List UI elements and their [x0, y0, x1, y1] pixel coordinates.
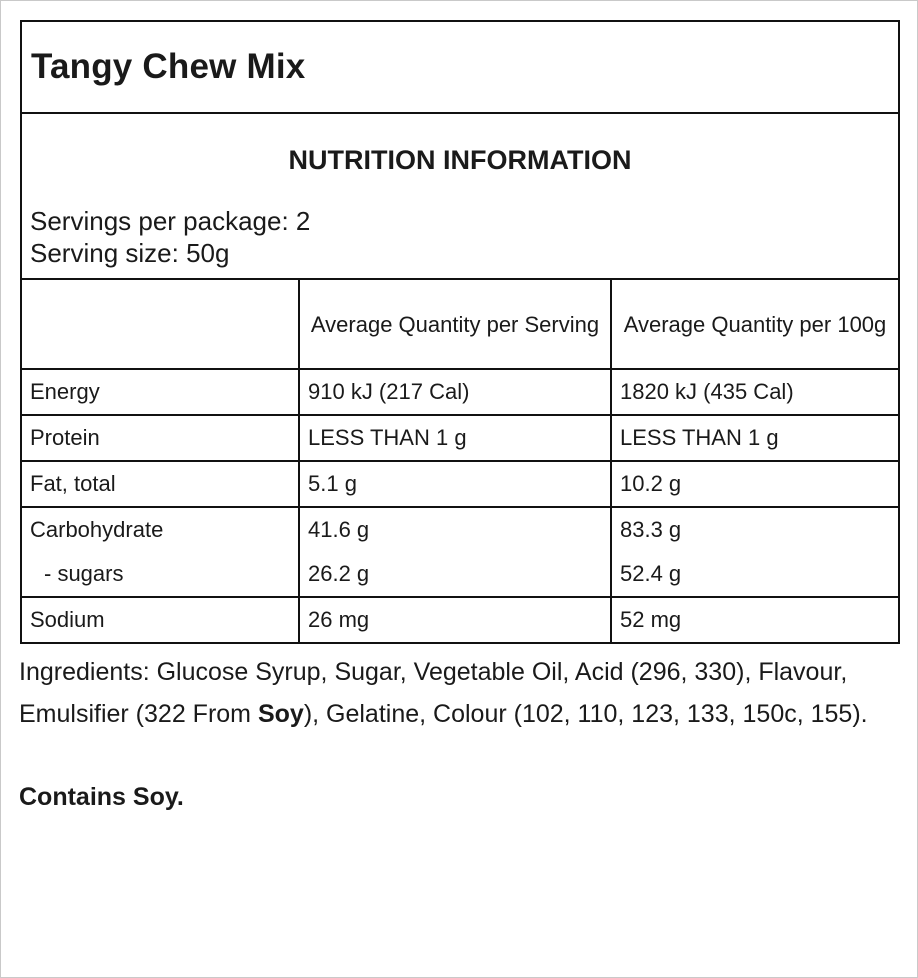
header-per-serving: Average Quantity per Serving — [299, 280, 611, 369]
per-serving-value: 910 kJ (217 Cal) — [299, 369, 611, 415]
nutrient-name: Protein — [22, 415, 299, 461]
per-serving-group — [299, 507, 611, 597]
per-serving-value: 26 mg — [299, 597, 611, 642]
nutrient-name: Fat, total — [22, 461, 299, 507]
allergen-statement: Contains Soy. — [19, 783, 184, 811]
per-serving-value: 5.1 g — [299, 461, 611, 507]
table-row — [22, 461, 898, 507]
allergen-highlight: Soy — [257, 700, 304, 728]
product-title: Tangy Chew Mix — [31, 47, 306, 86]
ingredients-text — [19, 651, 889, 735]
per-serving-value: LESS THAN 1 g — [299, 415, 611, 461]
nutrient-name: Sodium — [30, 607, 105, 632]
nutrition-panel — [20, 20, 900, 644]
serving-size: Serving size: 50g — [30, 238, 230, 268]
per-100g-value: 1820 kJ (435 Cal) — [611, 369, 898, 415]
nutrition-table — [22, 280, 898, 642]
per-100g-value: LESS THAN 1 g — [611, 415, 898, 461]
per-100g-value: 83.3 g — [620, 517, 682, 542]
table-row — [22, 597, 898, 642]
ingredients-part: Ingredients: Glucose Syrup, Sugar, Vegetable Oil, Acid (296, 330), Flavour, Emulsifier (322 From — [19, 658, 848, 728]
nutrient-name-group — [22, 507, 299, 597]
per-100g-value: 52.4 g — [620, 561, 682, 586]
table-header-row — [22, 280, 898, 369]
ingredients-part: ), Gelatine, Colour (102, 110, 123, 133, 150c, 155). — [303, 700, 868, 728]
nutrient-name: Carbohydrate — [30, 517, 164, 542]
nutrient-name: Energy — [22, 369, 299, 415]
nutrition-info-block — [22, 114, 898, 280]
table-row — [22, 415, 898, 461]
title-row — [22, 22, 898, 114]
nutrition-heading: NUTRITION INFORMATION — [288, 145, 632, 175]
header-per-100g: Average Quantity per 100g — [611, 280, 898, 369]
table-row — [22, 507, 898, 597]
per-100g-value: 52 mg — [611, 597, 898, 642]
per-100g-group — [611, 507, 898, 597]
nutrient-subname: - sugars — [44, 561, 124, 586]
per-serving-value: 26.2 g — [308, 561, 370, 586]
header-blank — [22, 280, 299, 369]
table-row — [22, 369, 898, 415]
per-100g-value: 10.2 g — [611, 461, 898, 507]
per-serving-value: 41.6 g — [308, 517, 370, 542]
servings-per-package: Servings per package: 2 — [30, 206, 311, 236]
